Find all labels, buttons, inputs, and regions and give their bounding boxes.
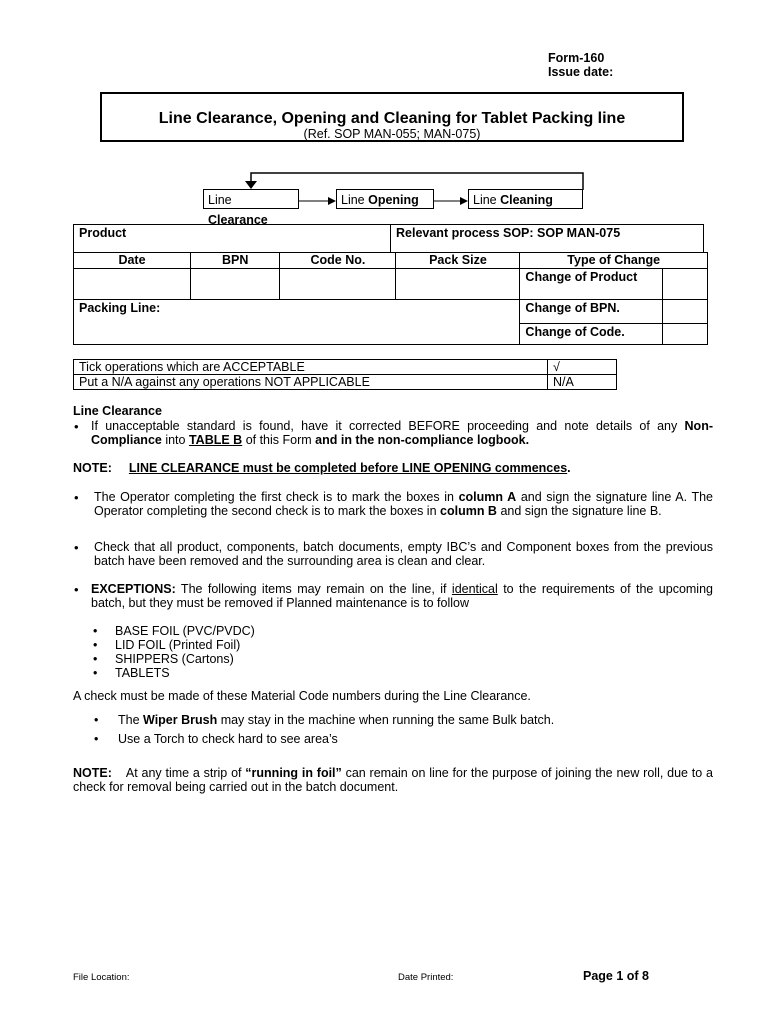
list-item: • SHIPPERS (Cartons) xyxy=(93,652,234,666)
section-title-line-clearance: Line Clearance xyxy=(73,404,162,418)
bullet-operator-check: The Operator completing the first check is to mark the boxes in column A and sign the signature line A. The Operator completing the second check is to mark the boxes in column B and sign the signature line B. xyxy=(94,490,713,518)
note-line-clearance: NOTE: LINE CLEARANCE must be completed before LINE OPENING commences. xyxy=(73,461,571,475)
wiper-brush-item: • The Wiper Brush may stay in the machine when running the same Bulk batch. xyxy=(94,713,555,727)
relevant-sop: Relevant process SOP: SOP MAN-075 xyxy=(391,225,704,253)
tick-acceptable-mark: √ xyxy=(548,360,617,375)
code-no-cell[interactable] xyxy=(280,269,396,300)
product-row-table xyxy=(73,224,704,253)
batch-info-table xyxy=(73,252,708,345)
material-code-check: A check must be made of these Material Code numbers during the Line Clearance. xyxy=(73,689,531,703)
page-title: Line Clearance, Opening and Cleaning for Tablet Packing line xyxy=(158,110,626,127)
note-running-foil: NOTE: At any time a strip of “running in foil” can remain on line for the purpose of joining the new roll, due to a check for removal being carried out in the batch document. xyxy=(73,766,713,794)
title-reference: (Ref. SOP MAN-055; MAN-075) xyxy=(303,127,481,141)
pack-size-cell[interactable] xyxy=(396,269,520,300)
change-of-code-box[interactable] xyxy=(663,324,708,345)
date-printed: Date Printed: xyxy=(398,972,454,983)
list-item: • TABLETS xyxy=(93,666,170,680)
list-item: • BASE FOIL (PVC/PVDC) xyxy=(93,624,255,638)
change-of-bpn-box[interactable] xyxy=(663,300,708,324)
issue-date: Issue date: xyxy=(548,65,614,79)
flow-step-line-cleaning: Line Cleaning xyxy=(468,189,583,209)
type-of-change-header: Type of Change xyxy=(520,253,708,269)
change-of-product-box[interactable] xyxy=(663,269,708,300)
code-no-header: Code No. xyxy=(280,253,396,269)
bullet-icon: • xyxy=(74,490,79,505)
list-item: • LID FOIL (Printed Foil) xyxy=(93,638,241,652)
na-label: Put a N/A against any operations NOT APPLICABLE xyxy=(74,375,548,390)
bullet-icon: • xyxy=(74,419,79,434)
exception-items-list xyxy=(93,624,255,680)
pack-size-header: Pack Size xyxy=(396,253,520,269)
bullet-exceptions: EXCEPTIONS: The following items may remain on the line, if identical to the requirements of the upcoming batch, but they must be removed if Planned maintenance is to follow xyxy=(91,582,713,610)
flow-step-line-clearance: Line Clearance xyxy=(203,189,299,209)
product-label: Product xyxy=(74,225,391,253)
file-location: File Location: xyxy=(73,972,130,983)
tick-acceptable-label: Tick operations which are ACCEPTABLE xyxy=(74,360,548,375)
packing-line-label: Packing Line: xyxy=(74,300,520,345)
change-of-code-label: Change of Code. xyxy=(520,324,663,345)
page-number: Page 1 of 8 xyxy=(583,969,649,983)
bullet-icon: • xyxy=(74,540,79,555)
bullet-non-compliance: If unacceptable standard is found, have it corrected BEFORE proceeding and note details of any Non-Compliance into TABLE B of this Form and in the non-compliance logbook. xyxy=(91,419,713,447)
change-of-product-label: Change of Product xyxy=(520,269,663,300)
form-number: Form-160 xyxy=(548,51,605,65)
bullet-check-removed: Check that all product, components, batch documents, empty IBC’s and Component boxes from the previous batch have been removed and the surrounding area is clean and clear. xyxy=(94,540,713,568)
na-mark: N/A xyxy=(548,375,617,390)
bpn-header: BPN xyxy=(191,253,280,269)
change-of-bpn-label: Change of BPN. xyxy=(520,300,663,324)
date-cell[interactable] xyxy=(74,269,191,300)
flow-step-line-opening: Line Opening xyxy=(336,189,434,209)
bpn-cell[interactable] xyxy=(191,269,280,300)
torch-item: • Use a Torch to check hard to see area’s xyxy=(94,732,338,746)
tick-legend-table xyxy=(73,359,617,390)
date-header: Date xyxy=(74,253,191,269)
bullet-icon: • xyxy=(74,582,79,597)
